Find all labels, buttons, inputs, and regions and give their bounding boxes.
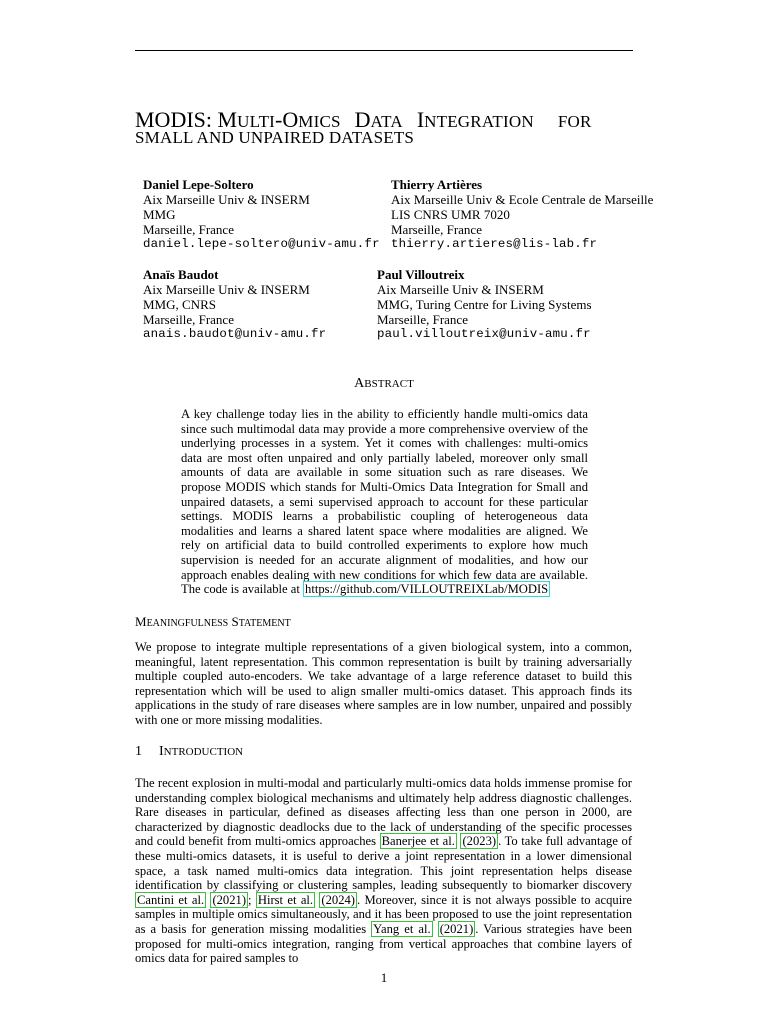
citation-link[interactable]: (2024) <box>321 892 355 907</box>
title-line-1: MODIS: MULTI-OMICS DATA INTEGRATION FOR <box>135 107 592 132</box>
author-name: Thierry Artières <box>391 177 483 192</box>
author-affiliation: Aix Marseille Univ & Ecole Centrale de Marseille <box>391 192 654 207</box>
citation-link[interactable]: (2021) <box>439 921 474 936</box>
title-line-2: SMALL AND UNPAIRED DATASETS <box>135 128 415 147</box>
author-block <box>377 267 592 342</box>
author-affiliation: Marseille, France <box>143 312 234 327</box>
author-affiliation: Aix Marseille Univ & INSERM <box>377 282 544 297</box>
author-affiliation: Marseille, France <box>143 222 234 237</box>
introduction-heading: 1 INTRODUCTION <box>135 744 244 759</box>
introduction-paragraph: The recent explosion in multi-modal and particularly multi-omics data holds immense promise for understanding complex biological mechanisms and ultimately help address diagnostic challenges. Rare diseases in particular, defined as diseases affecting less than one person in 2000, are characterized by diagnostic deadlocks due to the lack of understanding of the specific processes and could benefit from multi-omics approaches Banerjee et al. (2023) . To take full advantage of these multi-omics datasets, it is useful to derive a joint representation in a lower dimensional space, a task named multi-omics data integration. This joint representation helps disease identification by classifying or clustering samples, leading subsequently to biomarker discovery Cantini et al. (2021) ; Hirst et al. (2024) . Moreover, since it is not always possible to acquire samples in multiple omics simultaneously, and it has been proposed to use the joint representation as a basis for generation missing modalities Yang et al. (2021) . Various strategies have been proposed for multi-omics integration, ranging from vertical approaches that combine layers of omics data for paired samples to <box>135 776 633 966</box>
abstract-body: A key challenge today lies in the ability to efficiently handle multi-omics data since such multimodal data may provide a more comprehensive overview of the underlying processes in a system. Yet it comes with challenges: multi-omics data are most often unpaired and only partially labeled, moreover only small amounts of data are available in some situation such as rare diseases. We propose MODIS which stands for Multi-Omics Data Integration for Small and unpaired datasets, a semi supervised approach to account for these particular settings. MODIS learns a probabilistic coupling of heterogeneous data modalities and learns a shared latent space where modalities are aligned. We rely on artificial data to build controlled experiments to explore how much supervision is needed for an accurate alignment of modalities, and how our approach enables dealing with new conditions for which few data are available. The code is available at <box>181 407 588 597</box>
abstract-heading: ABSTRACT <box>354 376 414 391</box>
citation-link[interactable]: (2023) <box>462 834 497 849</box>
code-link[interactable]: https://github.com/VILLOUTREIXLab/MODIS <box>305 582 549 597</box>
abstract-text <box>181 407 588 597</box>
author-affiliation: Aix Marseille Univ & INSERM <box>143 192 310 207</box>
meaningfulness-heading: MEANINGFULNESS STATEMENT <box>135 614 291 629</box>
paper-title <box>135 98 635 148</box>
top-rule <box>135 50 633 51</box>
citation-link[interactable]: Yang et al. <box>373 921 431 936</box>
author-email[interactable]: thierry.artieres@lis-lab.fr <box>391 237 598 251</box>
page-number: 1 <box>380 970 388 985</box>
author-affiliation: Marseille, France <box>391 222 482 237</box>
author-affiliation: MMG <box>143 207 176 222</box>
author-affiliation: Aix Marseille Univ & INSERM <box>143 282 310 297</box>
citation-link[interactable]: Cantini et al. <box>137 892 205 907</box>
author-block <box>391 177 653 252</box>
author-name: Anaïs Baudot <box>143 267 219 282</box>
author-affiliation: MMG, CNRS <box>143 297 216 312</box>
citation-link[interactable]: Hirst et al. <box>257 892 314 907</box>
citation-link[interactable]: (2021) <box>212 892 247 907</box>
author-name: Daniel Lepe-Soltero <box>143 177 254 192</box>
author-affiliation: Marseille, France <box>377 312 468 327</box>
author-email[interactable]: anais.baudot@univ-amu.fr <box>143 327 327 341</box>
author-affiliation: LIS CNRS UMR 7020 <box>391 207 510 222</box>
author-email[interactable]: daniel.lepe-soltero@univ-amu.fr <box>143 237 380 251</box>
meaningfulness-text: We propose to integrate multiple representations of a given biological system, into a common, meaningful, latent representation. This common representation is built by training adversarially multiple coupled auto-encoders. We take advantage of a large reference dataset to build this representation which will be used to align smaller multi-omics dataset. This approach finds its applications in the study of rare diseases where samples are in low number, unpaired and possibly with one or more missing modalities. <box>135 640 632 727</box>
author-affiliation: MMG, Turing Centre for Living Systems <box>377 297 592 312</box>
author-block <box>143 177 380 252</box>
citation-link[interactable]: Banerjee et al. <box>381 834 455 849</box>
author-block <box>143 267 326 342</box>
author-name: Paul Villoutreix <box>377 267 465 282</box>
author-email[interactable]: paul.villoutreix@univ-amu.fr <box>377 327 591 341</box>
section-number: 1 <box>135 744 142 759</box>
